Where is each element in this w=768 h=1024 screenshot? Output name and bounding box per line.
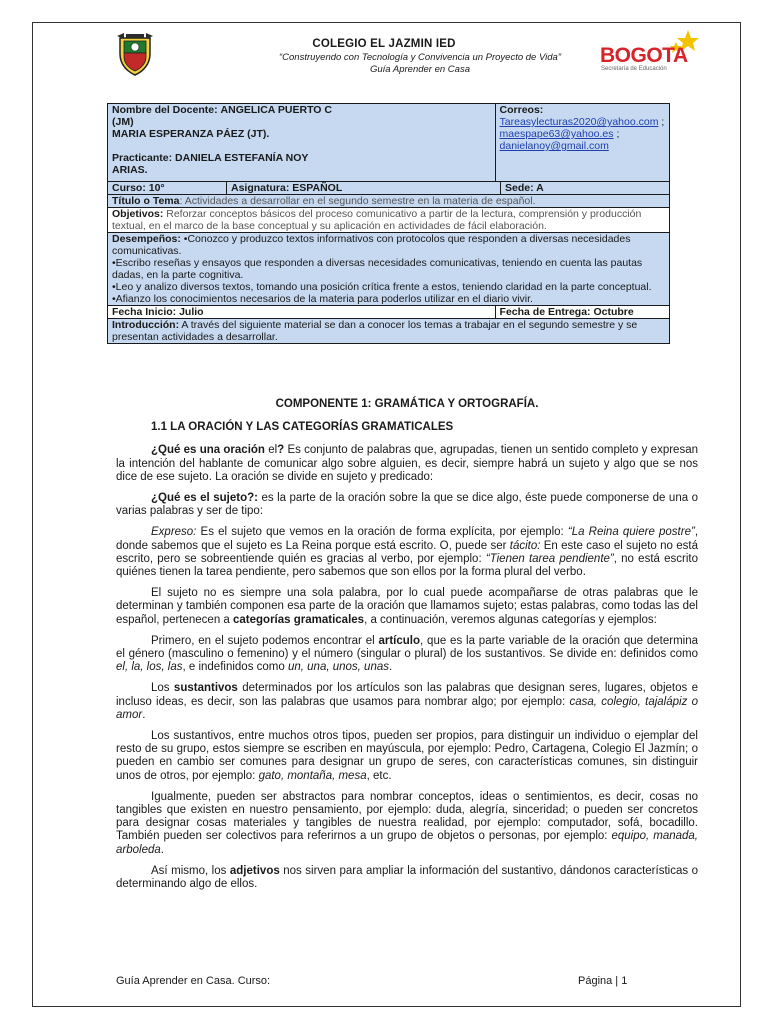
docente-label: Nombre del Docente:	[112, 104, 218, 116]
introduccion-label: Introducción:	[112, 319, 180, 331]
text-span: Los sustantivos, entre muchos otros tipos, pueden ser propios, para distinguir un individuo o ejemplar del resto de su grupo, estos siempre se escriben en mayúscula, por ejemplo: Pedro, Cartagena, Colegio El Jazmín; o pueden en cambio ser comunes para designar un grupo de seres, con características comunes, sin distinguir unos de otros, por ejemplo:	[116, 730, 698, 782]
school-slogan: “Construyendo con Tecnología y Convivencia un Proyecto de Vida”	[278, 52, 561, 63]
practicante-name-2: ARIAS.	[112, 164, 148, 176]
example-italic: “La Reina quiere postre”	[567, 526, 695, 539]
section-title: 1.1 LA ORACIÓN Y LAS CATEGORÍAS GRAMATICALES	[151, 421, 454, 434]
term-bold: sustantivos	[173, 682, 238, 695]
docente-name: ANGELICA PUERTO C	[220, 104, 332, 116]
bogota-logo-text: BOGOTA	[600, 44, 688, 67]
paragraph	[116, 444, 698, 484]
paragraph	[116, 526, 698, 579]
guide-title: Guía Aprender en Casa	[370, 64, 470, 75]
text-span: El sujeto no es siempre una sola palabra, por lo cual puede acompañarse de otras palabras que le determinan y también componen esa parte de la oración que llamamos sujeto; estas palabras, como todas las del español, pertenecen a	[116, 587, 698, 626]
example-italic: gato, montaña, mesa	[258, 769, 367, 782]
text-span: Así mismo, los	[151, 864, 230, 877]
email-link-2[interactable]: maespape63@yahoo.es	[499, 128, 614, 140]
term-bold: categorías gramaticales	[233, 613, 365, 626]
asignatura-value: Asignatura: ESPAÑOL	[231, 182, 343, 194]
example-italic: un, una, unos, unas	[287, 661, 389, 674]
sede-value: Sede: A	[505, 182, 544, 194]
term-bold: artículo	[378, 634, 421, 647]
term-bold: ?	[277, 444, 285, 457]
bogota-logo-subtitle: Secretaría de Educación	[601, 66, 667, 72]
asignatura-cell	[227, 182, 501, 195]
desempeno-item: •Escribo reseñas y ensayos que responden a diversas necesidades comunicativas, teniendo en cuenta las pautas dadas, en la parte cognitiva.	[112, 257, 643, 281]
correos-label: Correos:	[499, 104, 544, 116]
fecha-entrega: Fecha de Entrega: Octubre	[499, 306, 634, 318]
curso-value: Curso: 10°	[112, 182, 165, 194]
docente-name-2: MARIA ESPERANZA PÁEZ (JT).	[112, 128, 270, 140]
text-span: , que es la parte variable de la oración que determina el género (masculino o femenino) y el número (singular o plural) de los sustantivos. Se divide en: definidos como	[116, 634, 698, 661]
example-italic: el, la, los, las	[116, 661, 183, 674]
practicante-name: DANIELA ESTEFANÍA NOY	[175, 152, 309, 164]
paragraph	[116, 682, 698, 722]
desempeno-item: •Leo y analizo diversos textos, tomando una posición crítica frente a estos, teniendo claridad en la parte conceptual.	[112, 281, 652, 293]
curso-cell	[108, 182, 227, 195]
paragraph	[116, 635, 698, 675]
text-span: Los	[151, 682, 174, 695]
text-span: Es el sujeto que vemos en la oración de forma explícita, por ejemplo:	[196, 526, 568, 539]
term-italic: tácito:	[509, 539, 541, 552]
text-span: el	[264, 444, 278, 457]
text-span: En este caso el sujeto no está escrito, pero se sobreentiende quién es gracias al verbo, por ejemplo:	[116, 539, 698, 565]
term-italic: Expreso:	[151, 526, 197, 539]
email-separator: ;	[613, 128, 620, 140]
teacher-info-table	[107, 103, 670, 344]
email-separator: ;	[658, 116, 665, 128]
desempeno-item: •Afianzo los conocimientos necesarios de la materia para poderlos utilizar en el diario vivir.	[112, 293, 533, 305]
introduccion-cell	[108, 319, 670, 344]
paragraph	[116, 587, 698, 627]
text-span: , no está escrito quiénes tienen la tarea pendiente, pero sabemos que son ellos por la forma plural del verbo.	[116, 552, 698, 579]
objetivos-cell	[108, 208, 670, 233]
introduccion-text: A través del siguiente material se dan a conocer los temas a trabajar en el segundo semestre y se presentan actividades a desarrollar.	[112, 319, 638, 343]
email-link-1[interactable]: Tareasylecturas2020@yahoo.com	[499, 116, 659, 128]
paragraph	[116, 492, 698, 518]
objetivos-label: Objetivos:	[112, 208, 164, 220]
paragraph	[116, 865, 698, 891]
email-link-3[interactable]: danielanoy@gmail.com	[499, 140, 609, 152]
docente-shift: (JM)	[112, 116, 134, 128]
example-italic: “Tienen tarea pendiente”	[485, 552, 614, 565]
desempenos-label: Desempeños:	[112, 233, 181, 245]
text-span: .	[142, 708, 146, 721]
titulo-cell	[108, 195, 670, 208]
text-span: es la parte de la oración sobre la que se dice algo, éste puede componerse de una o varias palabras y ser de tipo:	[116, 492, 698, 518]
text-span: , e indefinidos como	[182, 661, 288, 674]
example-italic: equipo, manada, arboleda	[116, 830, 698, 856]
text-span: nos sirven para ampliar la información del sustantivo, dándonos características o determinando algo de ellos.	[116, 864, 698, 891]
term-bold: ¿Qué es una oración	[151, 444, 265, 457]
text-span: .	[389, 661, 393, 674]
objetivos-text: Reforzar conceptos básicos del proceso comunicativo a partir de la lectura, comprensión y producción textual, en el marco de la base conceptual y su aplicación en actividades de fácil elaboración.	[112, 208, 642, 232]
term-bold: ¿Qué es el sujeto?:	[151, 492, 258, 505]
footer-page-number: Página | 1	[578, 975, 628, 987]
text-span: , etc.	[366, 769, 392, 782]
term-bold: adjetivos	[229, 864, 280, 877]
paragraph	[116, 730, 698, 783]
sede-cell	[501, 182, 670, 195]
fecha-inicio: Fecha Inicio: Julio	[112, 306, 204, 318]
desempeno-item: •Conozco y produzco textos informativos con protocolos que responden a diversas necesidades comunicativas.	[112, 233, 631, 257]
component-title: COMPONENTE 1: GRAMÁTICA Y ORTOGRAFÍA.	[275, 398, 539, 410]
practicante-label: Practicante:	[112, 152, 173, 164]
paragraph	[116, 791, 698, 857]
titulo-text: : Actividades a desarrollar en el segundo semestre en la materia de español.	[179, 195, 536, 207]
text-span: .	[160, 843, 164, 856]
text-span: , a continuación, veremos algunas categorías y ejemplos:	[364, 613, 657, 626]
footer-course: Guía Aprender en Casa. Curso:	[116, 975, 271, 987]
docente-cell	[108, 104, 496, 182]
text-span: Primero, en el sujeto podemos encontrar el	[151, 634, 379, 647]
fecha-entrega-cell	[495, 306, 669, 319]
school-name: COLEGIO EL JAZMIN IED	[312, 38, 456, 50]
desempenos-cell	[108, 233, 670, 306]
text-span: Es conjunto de palabras que, agrupadas, tienen un sentido completo y expresan la intención del hablante de comunicar algo sobre alguien, es decir, siempre habrá un sujeto y algo que se nos dice de ese sujeto. La oración se divide en sujeto y predicado:	[116, 444, 698, 483]
text-span: Igualmente, pueden ser abstractos para nombrar conceptos, ideas o sentimientos, es decir, cosas no tangibles que existen en nuestro pensamiento, por ejemplo: duda, alegría, sinceridad; o pueden ser concretos para designar cosas materiales y tangibles de nuestra realidad, por ejemplo: computador, sofá, bocadillo. También pueden ser colectivos para referirnos a un grupo de objetos o personas, por ejemplo:	[116, 790, 698, 843]
titulo-label: Título o Tema	[112, 195, 180, 207]
fecha-inicio-cell	[108, 306, 496, 319]
document-header	[0, 0, 768, 100]
document-body	[116, 398, 698, 899]
example-italic: casa, colegio, tajalápiz o amor	[116, 695, 698, 721]
text-span: determinados por los artículos son las palabras que designan seres, lugares, objetos e incluso ideas, es decir, son las palabras que usamos para nombrar algo; por ejemplo:	[116, 682, 698, 708]
text-span: , donde sabemos que el sujeto es La Reina porque está escrito. O, puede ser	[116, 526, 699, 552]
correos-cell	[495, 104, 669, 182]
